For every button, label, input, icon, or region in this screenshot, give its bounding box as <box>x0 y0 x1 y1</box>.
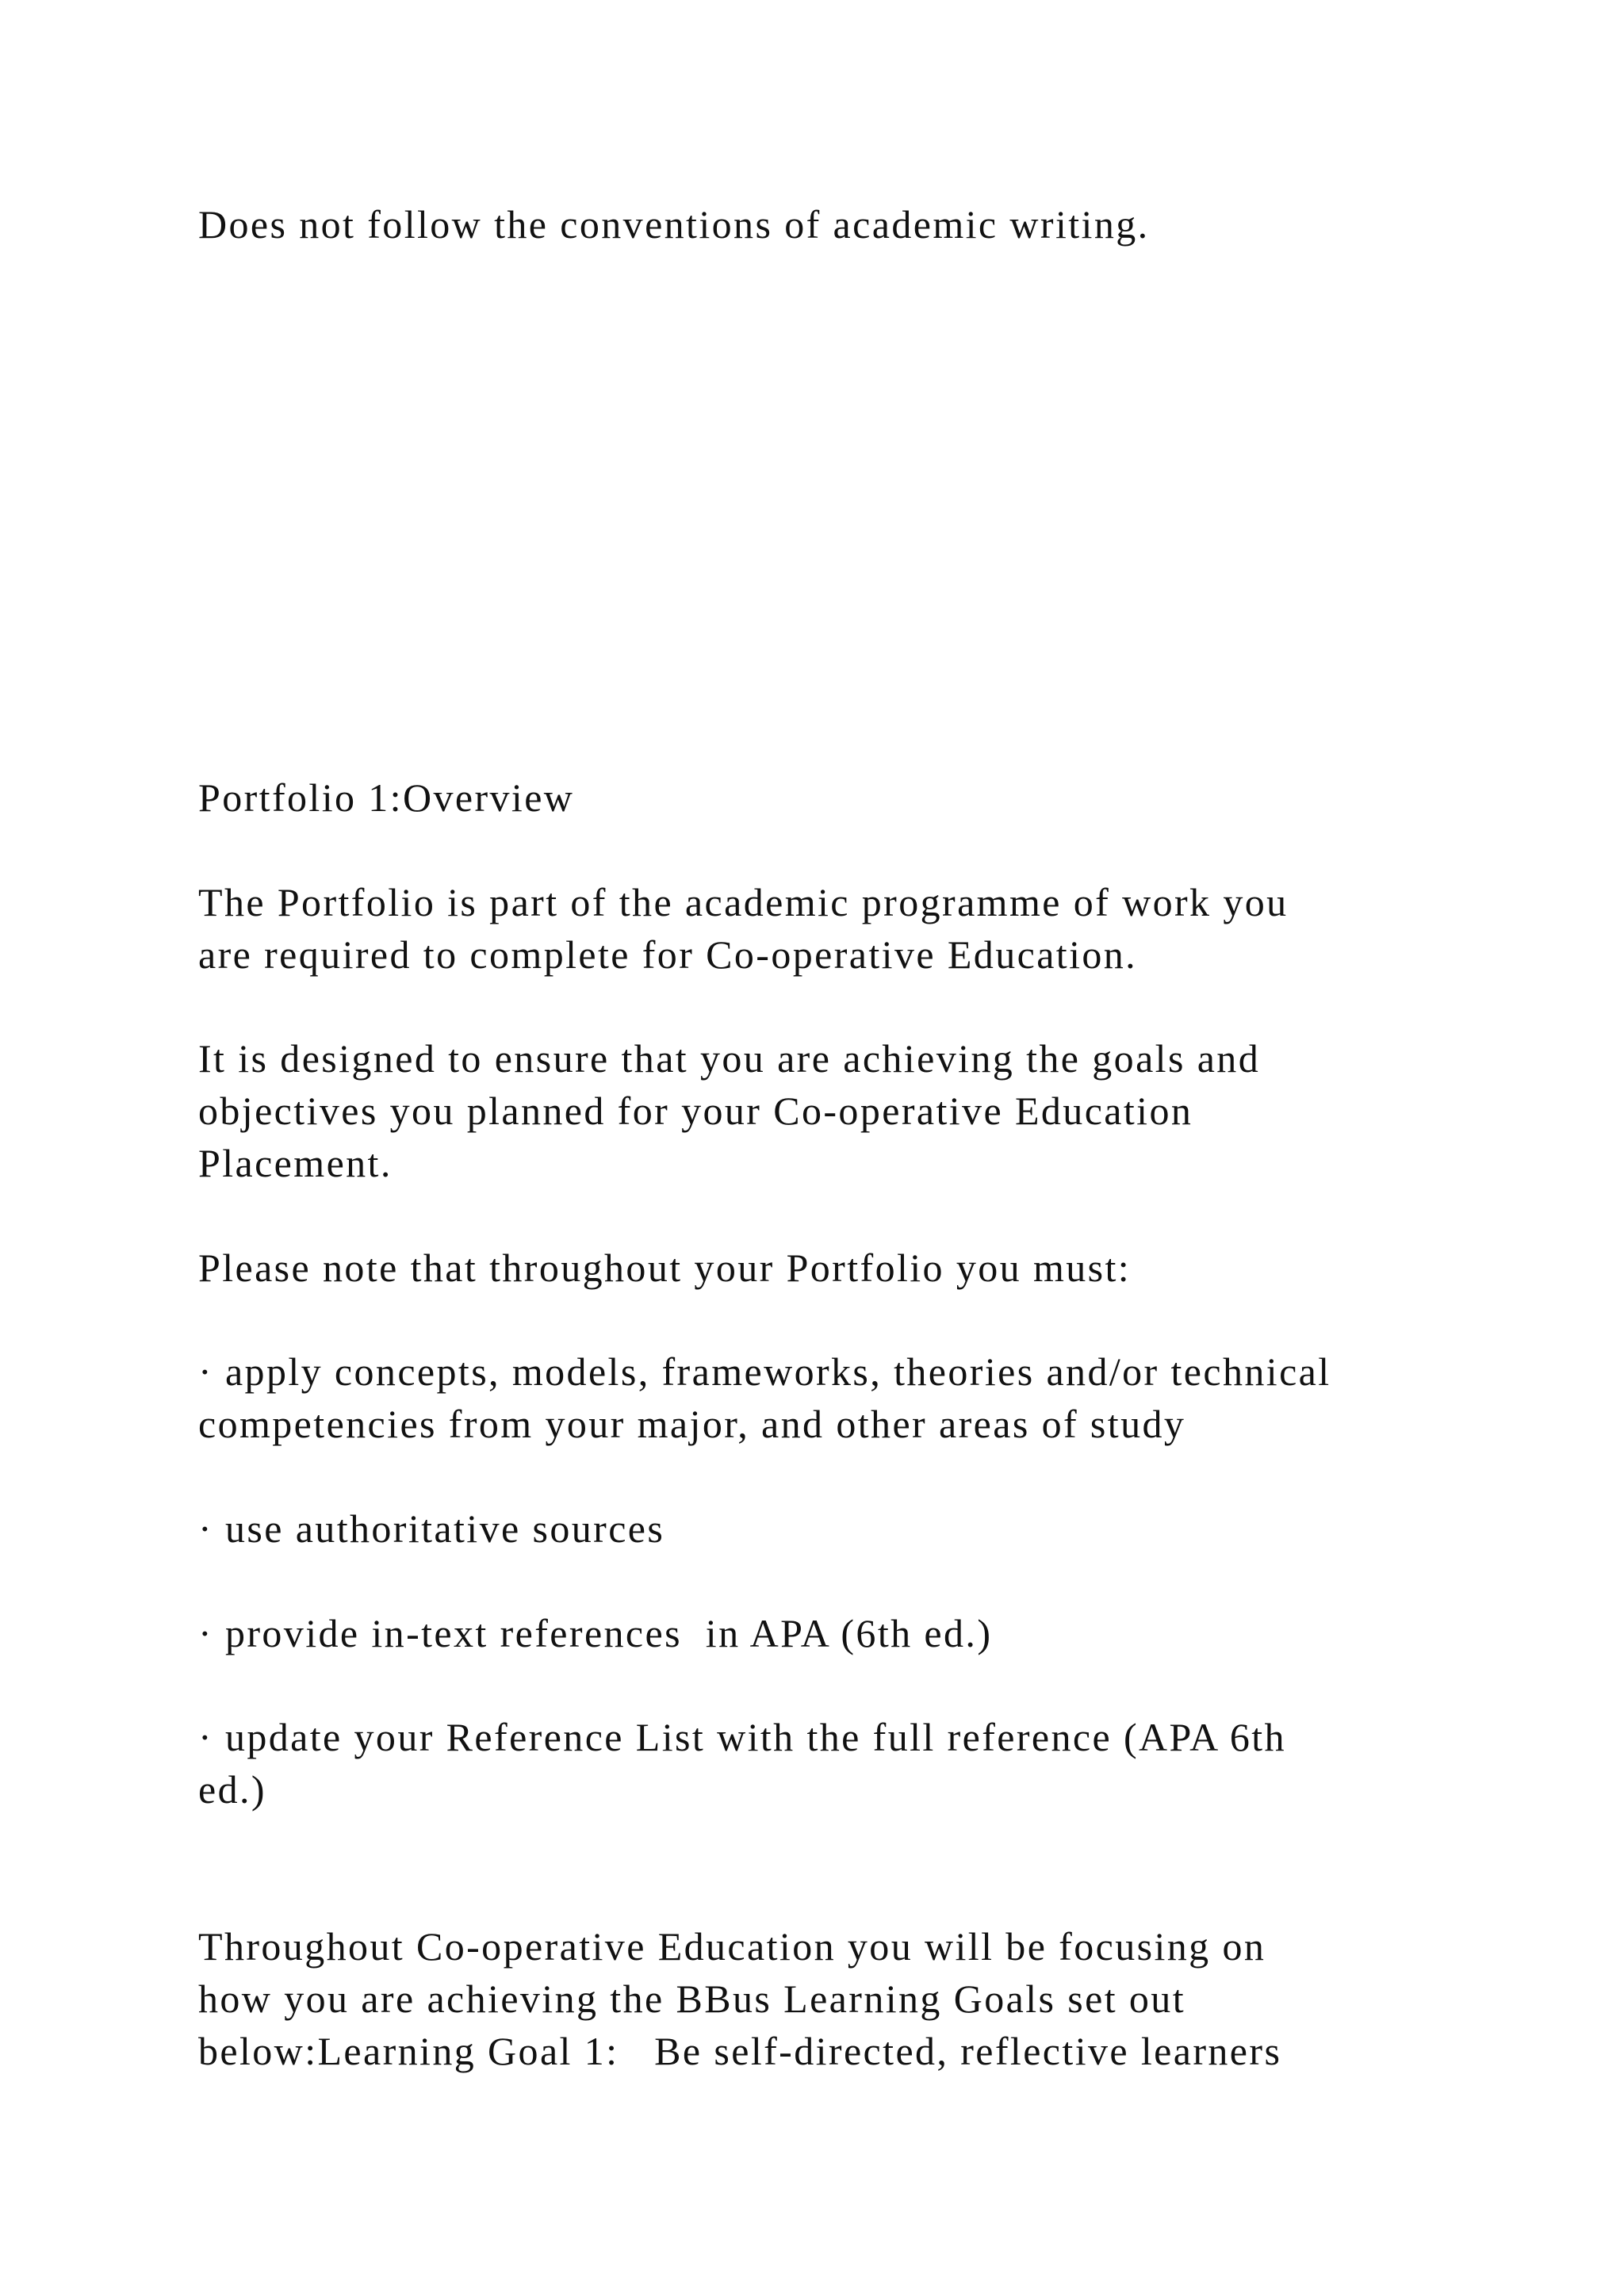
paragraph-line: Please note that throughout your Portfolio you must: <box>198 1246 1132 1290</box>
paragraph-line: are required to complete for Co-operative Education. <box>198 932 1138 977</box>
bullet-item-line: · update your Reference List with the full reference (APA 6th <box>198 1715 1286 1759</box>
paragraph-line: It is designed to ensure that you are achieving the goals and <box>198 1036 1261 1081</box>
section-title: Portfolio 1:Overview <box>198 775 575 820</box>
paragraph-line: Throughout Co-operative Education you will be focusing on <box>198 1924 1266 1969</box>
paragraph-line: how you are achieving the BBus Learning Goals set out <box>198 1976 1185 2021</box>
paragraph-line: objectives you planned for your Co-operative Education <box>198 1089 1193 1133</box>
paragraph-line: The Portfolio is part of the academic programme of work you <box>198 880 1289 924</box>
intro-line: Does not follow the conventions of academic writing. <box>198 202 1150 247</box>
paragraph-line: below:Learning Goal 1: Be self-directed, reflective learners <box>198 2029 1282 2073</box>
bullet-item-line: · apply concepts, models, frameworks, theories and/or technical <box>198 1349 1331 1394</box>
paragraph-line: Placement. <box>198 1141 393 1185</box>
bullet-item-line: ed.) <box>198 1767 266 1812</box>
bullet-item-line: · use authoritative sources <box>198 1506 665 1551</box>
bullet-item-line: competencies from your major, and other areas of study <box>198 1402 1186 1446</box>
bullet-item-line: · provide in-text references in APA (6th ed.) <box>198 1611 993 1655</box>
